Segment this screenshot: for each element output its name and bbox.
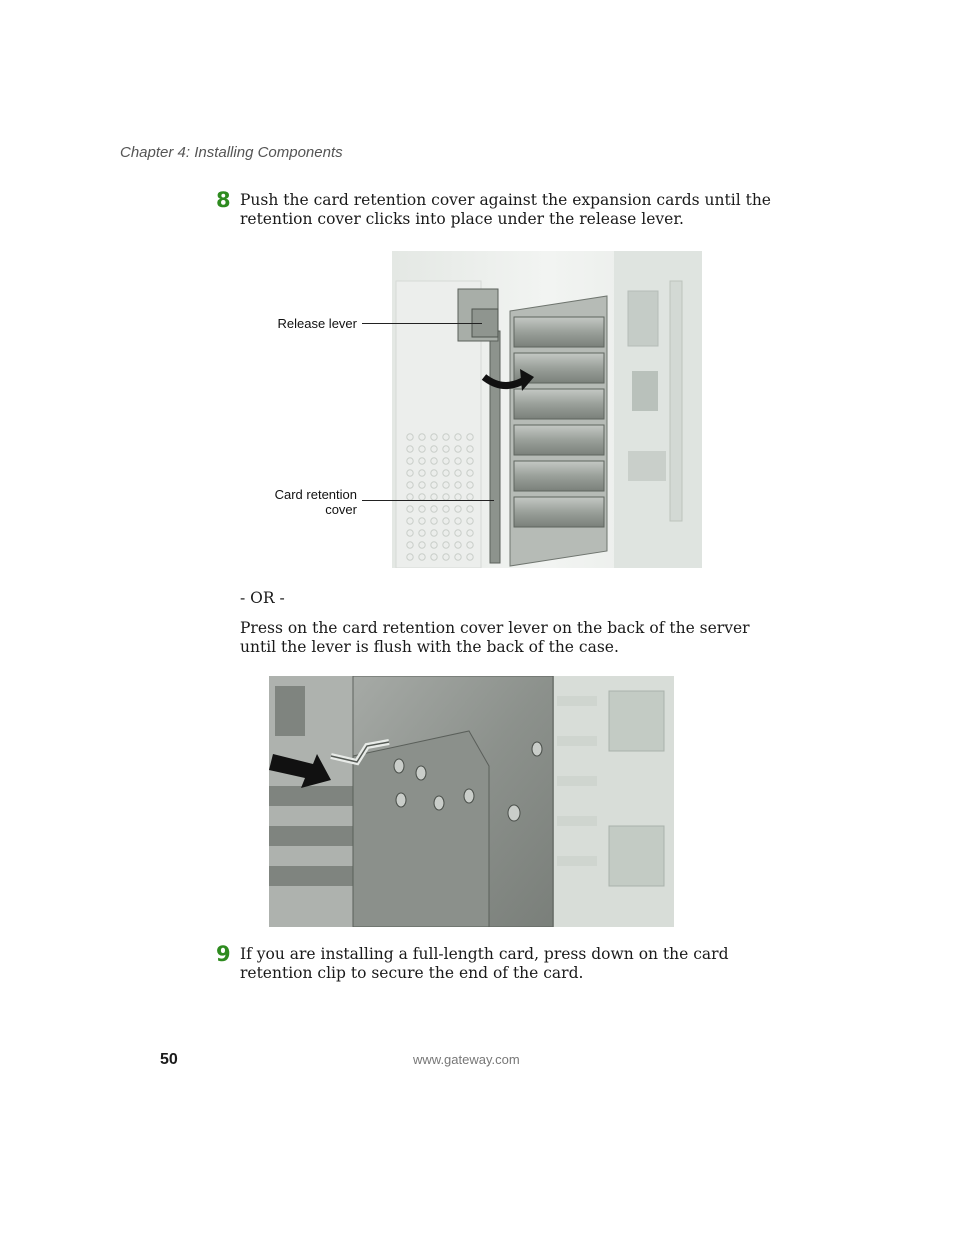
or-separator: - OR - bbox=[240, 589, 285, 607]
card-retention-callout bbox=[240, 487, 357, 517]
retention-cover-lever-figure bbox=[269, 676, 674, 927]
footer-url: www.gateway.com bbox=[413, 1052, 520, 1067]
page-number: 50 bbox=[160, 1051, 178, 1068]
release-lever-callout: Release lever bbox=[277, 316, 357, 331]
card-retention-callout-line1: Card retention bbox=[274, 487, 357, 502]
card-retention-cover-figure bbox=[392, 251, 702, 568]
card-retention-callout-line2: cover bbox=[325, 502, 357, 517]
step-number-8: 8 bbox=[216, 188, 231, 212]
alt-instruction-text: Press on the card retention cover lever on the back of the server until the lever is flush with the back of the case. bbox=[240, 619, 750, 656]
release-lever-leader bbox=[362, 323, 482, 324]
step-number-9: 9 bbox=[216, 942, 231, 966]
step-8-text: Push the card retention cover against the expansion cards until the retention cover clicks into place under the release lever. bbox=[240, 191, 771, 228]
chapter-header: Chapter 4: Installing Components bbox=[120, 144, 343, 161]
card-retention-leader bbox=[362, 500, 494, 501]
step-9-text: If you are installing a full-length card, press down on the card retention clip to secure the end of the card. bbox=[240, 945, 729, 982]
